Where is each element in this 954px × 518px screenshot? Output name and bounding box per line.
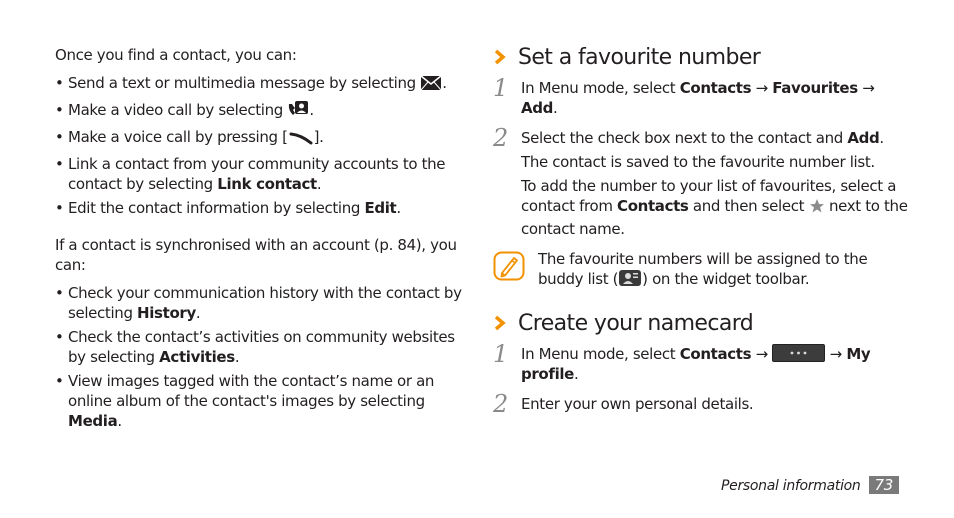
- buddy-list-icon: [618, 269, 642, 292]
- right-column: [493, 44, 913, 424]
- footer-section-name: Personal information: [720, 478, 861, 494]
- list-item: • Make a voice call by pressing [ ].: [55, 127, 465, 150]
- list-item: • Make a video call by selecting .: [55, 100, 465, 123]
- list-item: • Edit the contact information by selecting Edit.: [55, 198, 465, 218]
- favourite-step-1: 1 In Menu mode, select Contacts → Favourites → Add.: [493, 74, 875, 117]
- list-item: • View images tagged with the contact’s name or an online album of the contact's images by selecting Media.: [55, 371, 465, 431]
- chevron-right-icon: [493, 46, 509, 68]
- favourite-step-2: 2 Select the check box next to the contact and Add. The contact is saved to the favourite number list. To add the number to your list of favourites, select a contact from Contacts and then select next to the contact name.: [493, 128, 913, 239]
- synced-actions-list: [55, 283, 465, 431]
- page-footer: [721, 476, 899, 494]
- chevron-right-icon: [493, 312, 509, 334]
- sync-text: If a contact is synchronised with an account (p. 84), you can:: [55, 236, 457, 274]
- intro-text: Once you find a contact, you can:: [55, 46, 297, 64]
- left-column: [55, 45, 465, 435]
- section-heading-favourite: Set a favourite number: [493, 44, 913, 72]
- video-call-icon: [287, 100, 309, 123]
- favourite-step-2-tip: To add the number to your list of favourites, select a contact from Contacts and then select next to the contact name.: [521, 177, 908, 238]
- namecard-step-1: 1 In Menu mode, select Contacts → → My profile.: [493, 340, 871, 383]
- list-item: • Send a text or multimedia message by selecting .: [55, 73, 465, 96]
- call-key-icon: [288, 130, 314, 150]
- page-number: 73: [869, 476, 900, 494]
- namecard-step-2: 2 Enter your own personal details.: [493, 390, 754, 418]
- envelope-icon: [420, 75, 442, 96]
- list-item: • Check the contact’s activities on community websites by selecting Activities.: [55, 327, 465, 367]
- list-item: • Link a contact from your community accounts to the contact by selecting Link contact.: [55, 154, 465, 194]
- favourite-step-2-result: The contact is saved to the favourite number list.: [521, 153, 875, 171]
- contact-actions-list: [55, 73, 465, 218]
- list-item: • Check your communication history with the contact by selecting History.: [55, 283, 465, 323]
- note-pencil-icon: [493, 251, 525, 286]
- section-heading-namecard: Create your namecard: [493, 310, 913, 338]
- more-options-button-icon: [772, 344, 825, 362]
- note-box: The favourite numbers will be assigned to the buddy list ( ) on the widget toolbar.: [493, 249, 913, 292]
- star-icon: [809, 198, 825, 219]
